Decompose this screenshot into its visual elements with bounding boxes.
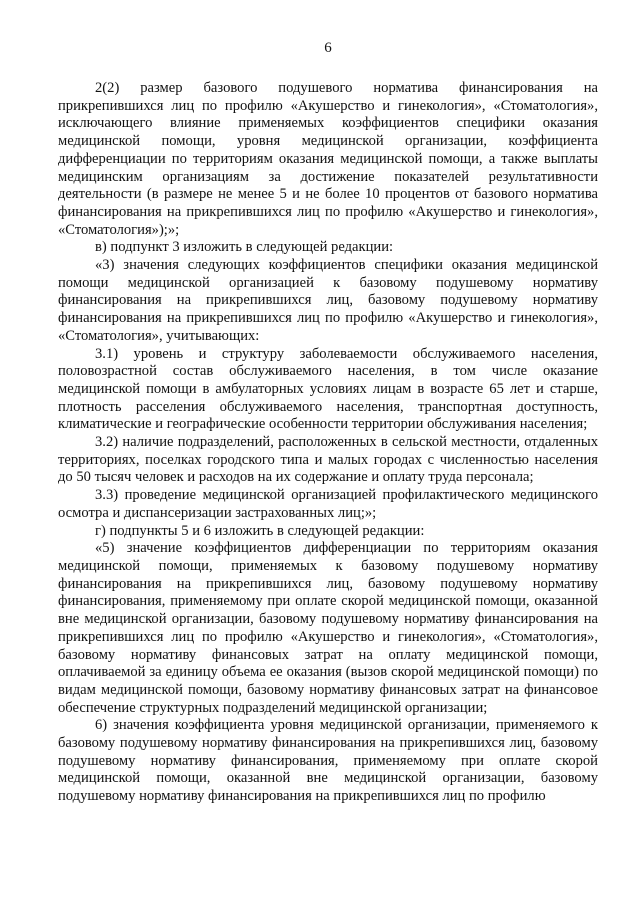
paragraph-item-3-1: 3.1) уровень и структуру заболеваемости обслуживаемого населения, половозрастной состав обслуживаемого населения, в том числе оказание медицинской помощи в амбулаторных условиях лицам в возрасте 65 лет и старше, плотность расселения обслуживаемого населения, транспортная доступность, климатические и географические особенности территории обслуживания населения; [58,345,598,433]
paragraph-item-3-3: 3.3) проведение медицинской организацией профилактического медицинского осмотра и диспансеризации застрахованных лиц;»; [58,487,598,521]
paragraph-item-6: 6) значения коэффициента уровня медицинской организации, применяемого к базовому подушевому нормативу финансирования на прикрепившихся лиц, базовому подушевому нормативу финансирования, применяемому при оплате скорой медицинской помощи, оказанной вне медицинской организации, базовому подушевому нормативу финансирования на прикрепившихся лиц по профилю [58,717,598,805]
paragraph-base-normative-profile: 2(2) размер базового подушевого норматива финансирования на прикрепившихся лиц по профилю «Акушерство и гинекология», «Стоматология», исключающего влияние применяемых коэффициентов специфики оказания медицинской помощи, уровня медицинской организации, коэффициента дифференциации по территориям оказания медицинской помощи, а также выплаты медицинским организациям за достижение показателей результативности деятельности (в размере не менее 5 и не более 10 процентов от базового норматива финансирования на прикрепившихся лиц по профилю «Акушерство и гинекология», «Стоматология»);»; [58,80,598,238]
paragraph-item-3-2: 3.2) наличие подразделений, расположенных в сельской местности, отдаленных территориях, поселках городского типа и малых городах с численностью населения до 50 тысяч человек и расходов на их содержание и оплату труда персонала; [58,434,598,486]
paragraph-subitem-v: в) подпункт 3 изложить в следующей редакции: [95,239,394,256]
paragraph-item-5: «5) значение коэффициентов дифференциации по территориям оказания медицинской помощи, применяемых к базовому подушевому нормативу финансирования на прикрепившихся лиц, базовому подушевому нормативу финансирования, применяемому при оплате скорой медицинской помощи, оказанной вне медицинской организации, базовому подушевому нормативу финансирования на прикрепившихся лиц по профилю «Акушерство и гинекология», «Стоматология», базовому нормативу финансовых затрат на оплату медицинской помощи, оплачиваемой за единицу объема ее оказания (вызов скорой медицинской помощи) по видам медицинской помощи, базовому нормативу финансовых затрат на финансовое обеспечение структурных подразделений медицинской организации; [58,540,598,716]
paragraph-subitem-g: г) подпункты 5 и 6 изложить в следующей редакции: [95,522,425,539]
page-number: 6 [324,40,332,56]
paragraph-item-3: «3) значения следующих коэффициентов специфики оказания медицинской помощи медицинской организацией к базовому подушевому нормативу финансирования на прикрепившихся лиц, базовому подушевому нормативу финансирования на прикрепившихся лиц по профилю «Акушерство и гинекология», «Стоматология», учитывающих: [58,257,598,344]
